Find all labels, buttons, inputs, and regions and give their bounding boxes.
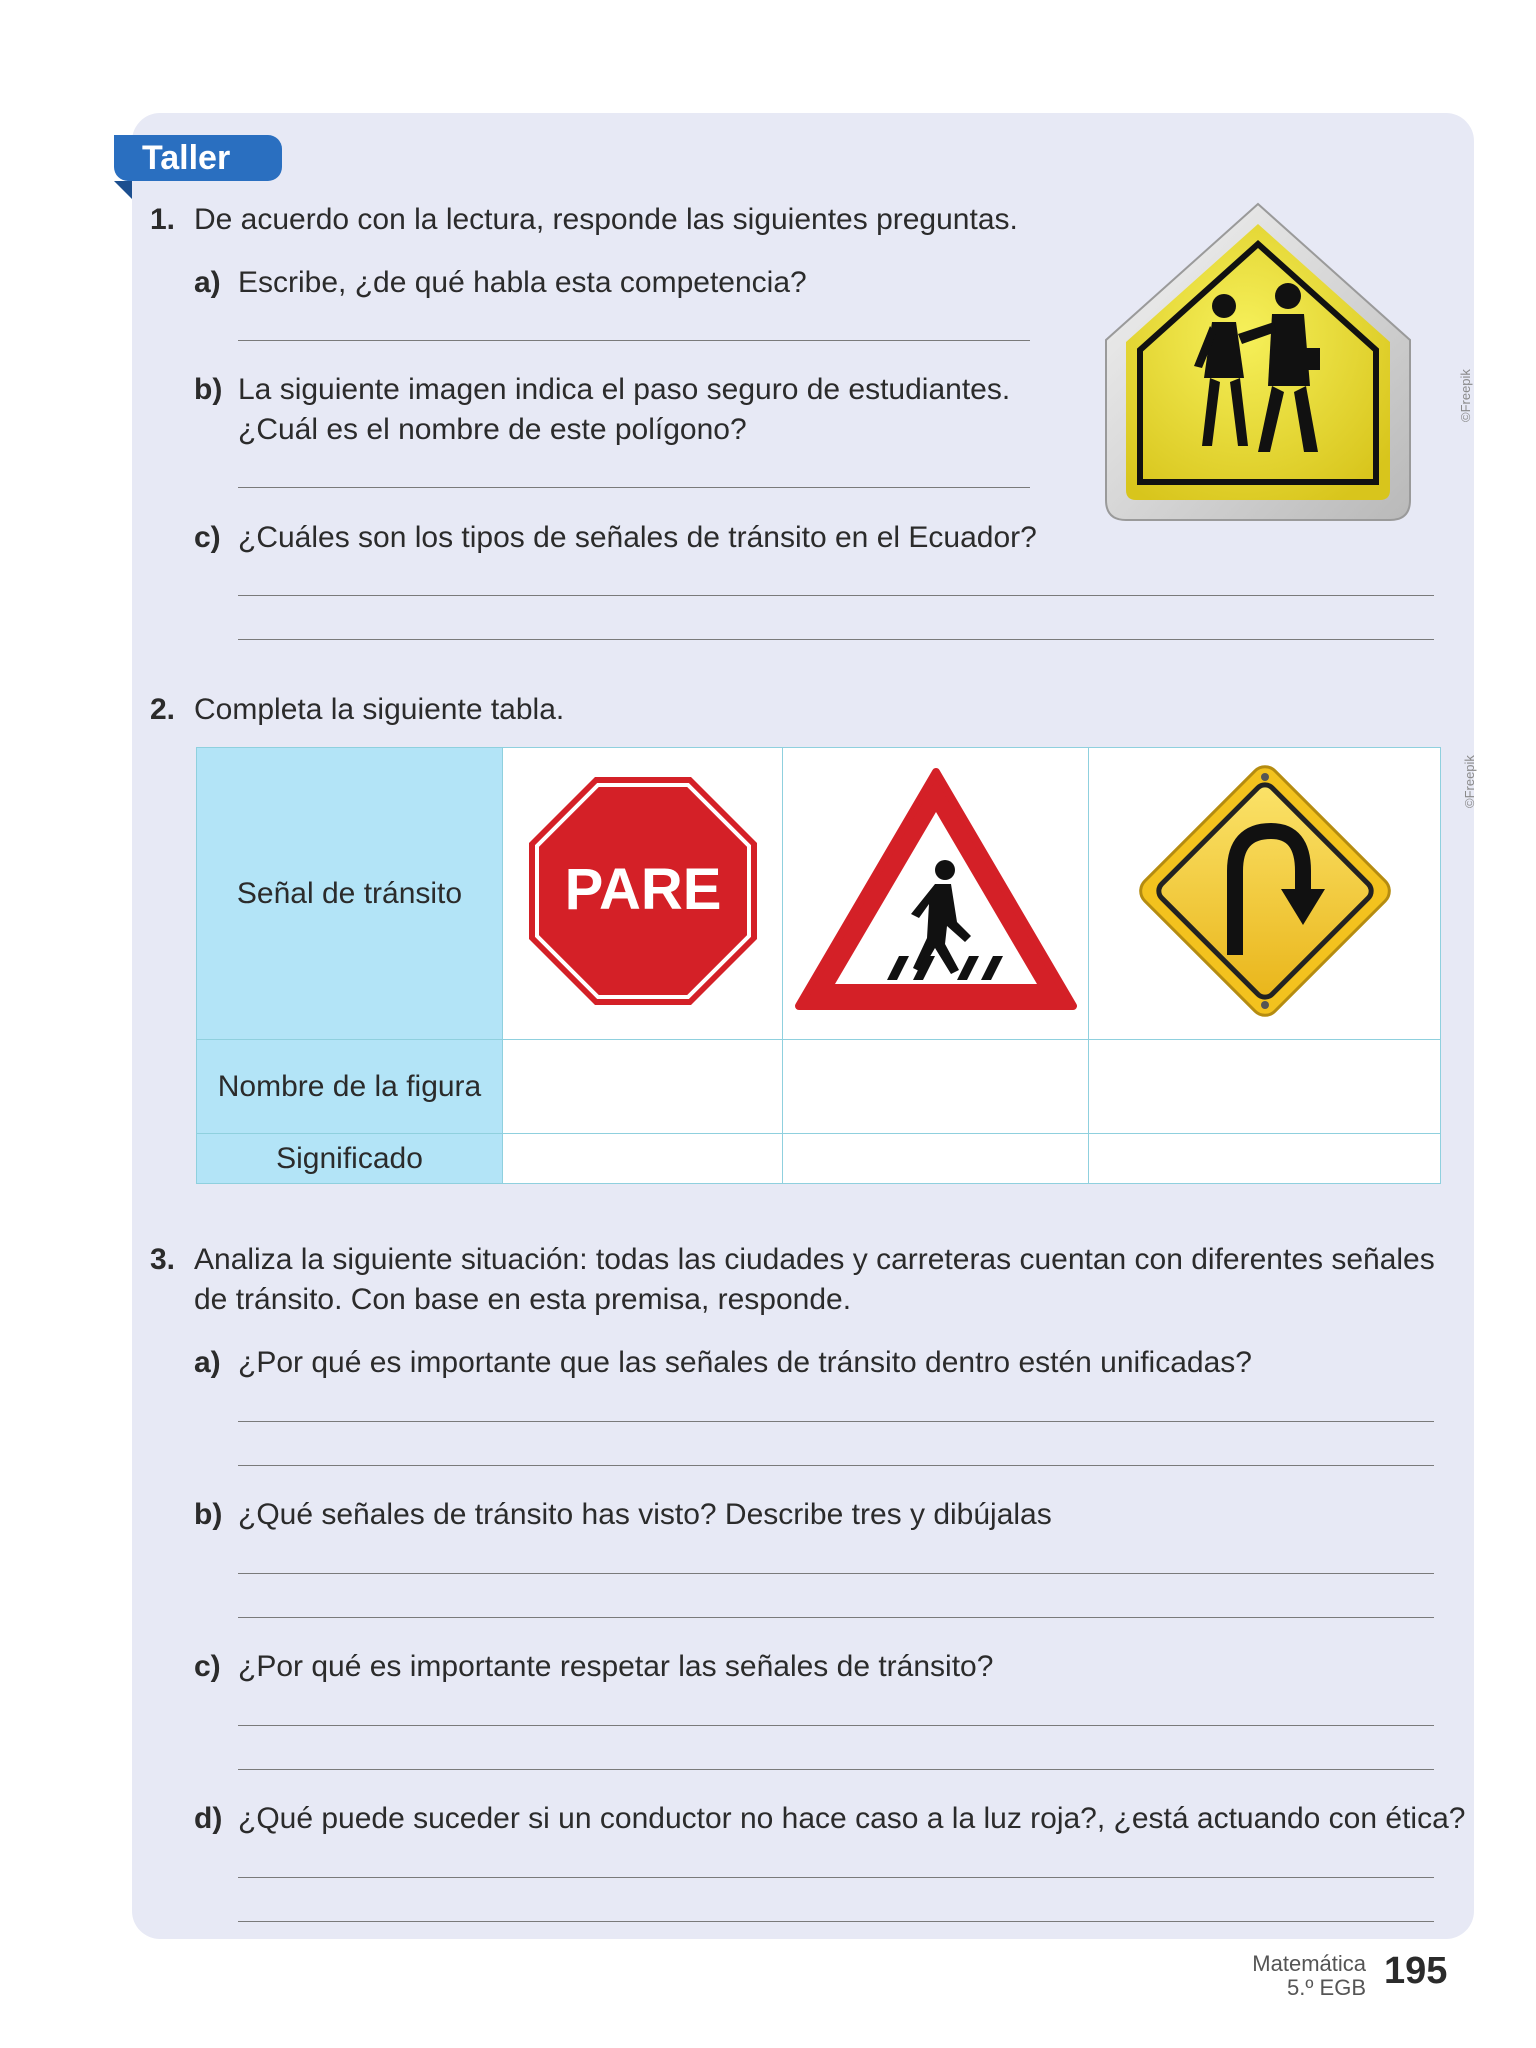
row-label-signal: Señal de tránsito <box>197 748 503 1040</box>
answer-cell[interactable] <box>503 1040 783 1134</box>
q1b-label: b) <box>194 373 223 406</box>
row-label-meaning: Significado <box>197 1134 503 1184</box>
q3b-label: b) <box>194 1498 223 1531</box>
answer-line[interactable] <box>238 1617 1434 1618</box>
sign-cell-u-turn <box>1089 748 1441 1040</box>
answer-line[interactable] <box>238 1421 1434 1422</box>
answer-line[interactable] <box>238 595 1434 596</box>
page-number: 195 <box>1384 1950 1448 1992</box>
answer-cell[interactable] <box>783 1040 1089 1134</box>
q2-number: 2. <box>150 693 176 726</box>
q3d-label: d) <box>194 1802 223 1835</box>
answer-line[interactable] <box>238 340 1030 341</box>
answer-cell[interactable] <box>1089 1134 1441 1184</box>
answer-line[interactable] <box>238 1769 1434 1770</box>
answer-line[interactable] <box>238 1725 1434 1726</box>
answer-line[interactable] <box>238 1465 1434 1466</box>
answer-line[interactable] <box>238 1877 1434 1878</box>
q1c-text: ¿Cuáles son los tipos de señales de tránsito en el Ecuador? <box>238 521 1037 554</box>
answer-line[interactable] <box>238 639 1434 640</box>
signs-table <box>196 747 1441 1184</box>
q3a-label: a) <box>194 1346 221 1379</box>
answer-cell[interactable] <box>1089 1040 1441 1134</box>
q3b-text: ¿Qué señales de tránsito has visto? Describe tres y dibújalas <box>238 1498 1052 1531</box>
answer-line[interactable] <box>238 1921 1434 1922</box>
image-credit: ©Freepik <box>1458 369 1473 422</box>
q1b-text-line2: ¿Cuál es el nombre de este polígono? <box>238 413 747 446</box>
q3c-label: c) <box>194 1650 221 1683</box>
answer-line[interactable] <box>238 1573 1434 1574</box>
sign-cell-pedestrian <box>783 748 1089 1040</box>
q2-text: Completa la siguiente tabla. <box>194 693 565 726</box>
q3-text-line2: de tránsito. Con base en esta premisa, responde. <box>194 1283 852 1316</box>
q1-number: 1. <box>150 203 176 236</box>
image-credit: ©Freepik <box>1462 755 1477 808</box>
q1b-text-line1: La siguiente imagen indica el paso seguro de estudiantes. <box>238 373 1011 406</box>
u-turn-sign <box>1129 755 1401 1027</box>
answer-cell[interactable] <box>503 1134 783 1184</box>
q1-text: De acuerdo con la lectura, responde las siguientes preguntas. <box>194 203 1018 236</box>
footer-subject <box>1252 1952 1366 2000</box>
answer-line[interactable] <box>238 487 1030 488</box>
pedestrian-crossing-sign <box>795 766 1077 1016</box>
q1c-label: c) <box>194 521 221 554</box>
q3a-text: ¿Por qué es importante que las señales de tránsito dentro estén unificadas? <box>238 1346 1252 1379</box>
q1a-label: a) <box>194 266 221 299</box>
q3c-text: ¿Por qué es importante respetar las señales de tránsito? <box>238 1650 994 1683</box>
answer-cell[interactable] <box>783 1134 1089 1184</box>
stop-sign-text: PARE <box>564 857 721 922</box>
q1a-text: Escribe, ¿de qué habla esta competencia? <box>238 266 807 299</box>
footer-subject-name: Matemática <box>1252 1951 1366 1976</box>
sign-cell-stop <box>503 748 783 1040</box>
row-label-figure-name: Nombre de la figura <box>197 1040 503 1134</box>
section-tag-fold <box>114 181 132 199</box>
q3d-text: ¿Qué puede suceder si un conductor no hace caso a la luz roja?, ¿está actuando con ética? <box>238 1802 1466 1835</box>
q3-number: 3. <box>150 1243 176 1276</box>
q3-text-line1: Analiza la siguiente situación: todas las ciudades y carreteras cuentan con diferentes señales <box>194 1243 1435 1276</box>
section-tag: Taller <box>114 135 282 181</box>
footer-grade: 5.º EGB <box>1287 1975 1366 2000</box>
stop-sign <box>527 775 759 1007</box>
school-crossing-sign <box>1098 200 1418 525</box>
